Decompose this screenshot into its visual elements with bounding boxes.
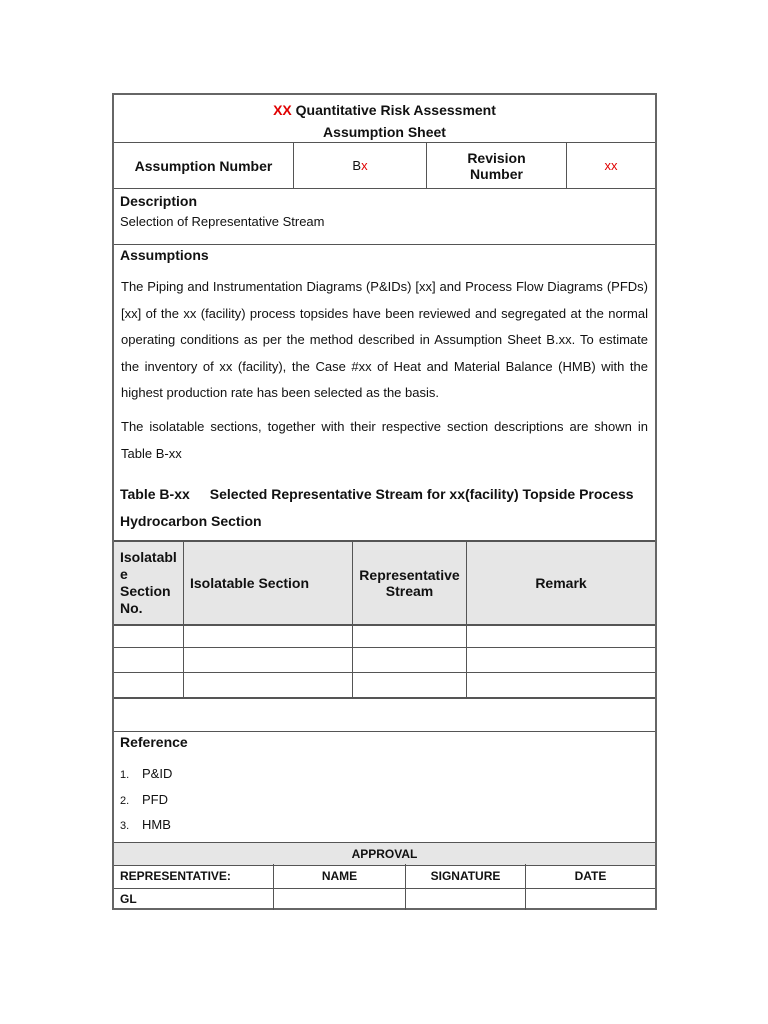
header-isolatable-section: Isolatable Section [184,542,353,624]
table-row [114,647,655,673]
table-cell [353,622,467,647]
table-cell [114,647,184,672]
list-text: HMB [142,817,171,832]
table-cell [184,647,353,672]
revision-value: xx [604,158,618,173]
table-row [114,622,655,648]
table-caption [120,486,634,502]
approval-signature-cell[interactable] [406,888,526,910]
approval-row-label: GL [114,888,274,910]
header-remark: Remark [535,575,587,591]
table-cell [114,672,184,697]
approval-col-name: NAME [274,864,406,888]
assumption-number-value [294,143,427,188]
table-cell [353,672,467,697]
description-text: Selection of Representative Stream [120,214,325,229]
meta-row [114,143,655,189]
revision-label-line2: Number [470,165,523,182]
list-number: 3. [120,820,130,832]
assumptions-paragraph-1: The Piping and Instrumentation Diagrams (P&IDs) [xx] and Process Flow Diagrams (PFDs) [xx] of the xx (facility) process topsides have been reviewed and segregated at the normal operating conditions as per the method described in Assumption Sheet B.xx. To estimate the inventory of xx (facility), the Case #xx of Heat and Material Balance (HMB) with the highest production rate has been selected as the basis. [121,279,648,400]
sheet-subtitle: Assumption Sheet [323,124,446,140]
reference-heading: Reference [120,734,188,750]
stream-table-header [114,540,655,626]
table-cell [467,672,655,697]
spacer-row [114,698,655,732]
reference-section [114,731,655,842]
list-item [120,817,171,832]
table-cell [184,622,353,647]
approval-col-signature: SIGNATURE [406,864,526,888]
list-item [120,766,172,781]
approval-title: APPROVAL [351,847,418,861]
assumptions-heading: Assumptions [120,247,209,263]
header-section-no-line2: e [120,566,128,582]
revision-label [427,143,567,188]
approval-col-representative: REPRESENTATIVE: [114,864,274,888]
title-text: Quantitative Risk Assessment [291,102,496,118]
approval-row [114,888,655,910]
table-label: Table B-xx [120,486,190,502]
assumption-number-suffix: x [361,158,368,173]
approval-name-cell[interactable] [274,888,406,910]
assumption-number-label: Assumption Number [114,143,294,188]
table-cell [353,647,467,672]
table-row [114,672,655,699]
header-section-no [114,542,184,624]
table-caption-line2: Hydrocarbon Section [120,513,262,529]
header-representative-stream [353,542,467,624]
approval-columns [114,864,655,889]
approval-header [114,842,655,866]
assumptions-section [114,244,655,540]
table-cell [467,647,655,672]
list-item [120,792,168,807]
header-section-no-line1: Isolatabl [120,549,177,565]
assumption-sheet [112,93,657,910]
approval-col-date: DATE [574,869,607,883]
list-number: 2. [120,795,130,807]
sheet-title [114,95,655,143]
title-prefix: XX [273,102,292,118]
assumptions-paragraph-2: The isolatable sections, together with their respective section descriptions are shown in Table B-xx [121,419,648,461]
table-cell [467,622,655,647]
header-section-no-line4: No. [120,600,143,616]
table-cell [114,622,184,647]
assumption-number-prefix: B [352,158,362,173]
list-text: P&ID [142,766,173,781]
table-cell [184,672,353,697]
list-number: 1. [120,769,130,781]
description-heading: Description [120,193,198,209]
table-caption-text: Selected Representative Stream for xx(facility) Topside Process [209,486,634,502]
header-representative-line1: Representative [359,567,460,583]
revision-label-line1: Revision [467,149,526,166]
description-section [114,188,655,245]
list-text: PFD [142,792,168,807]
header-section-no-line3: Section [120,583,171,599]
header-representative-line2: Stream [385,583,434,599]
approval-date-cell[interactable] [526,888,655,910]
